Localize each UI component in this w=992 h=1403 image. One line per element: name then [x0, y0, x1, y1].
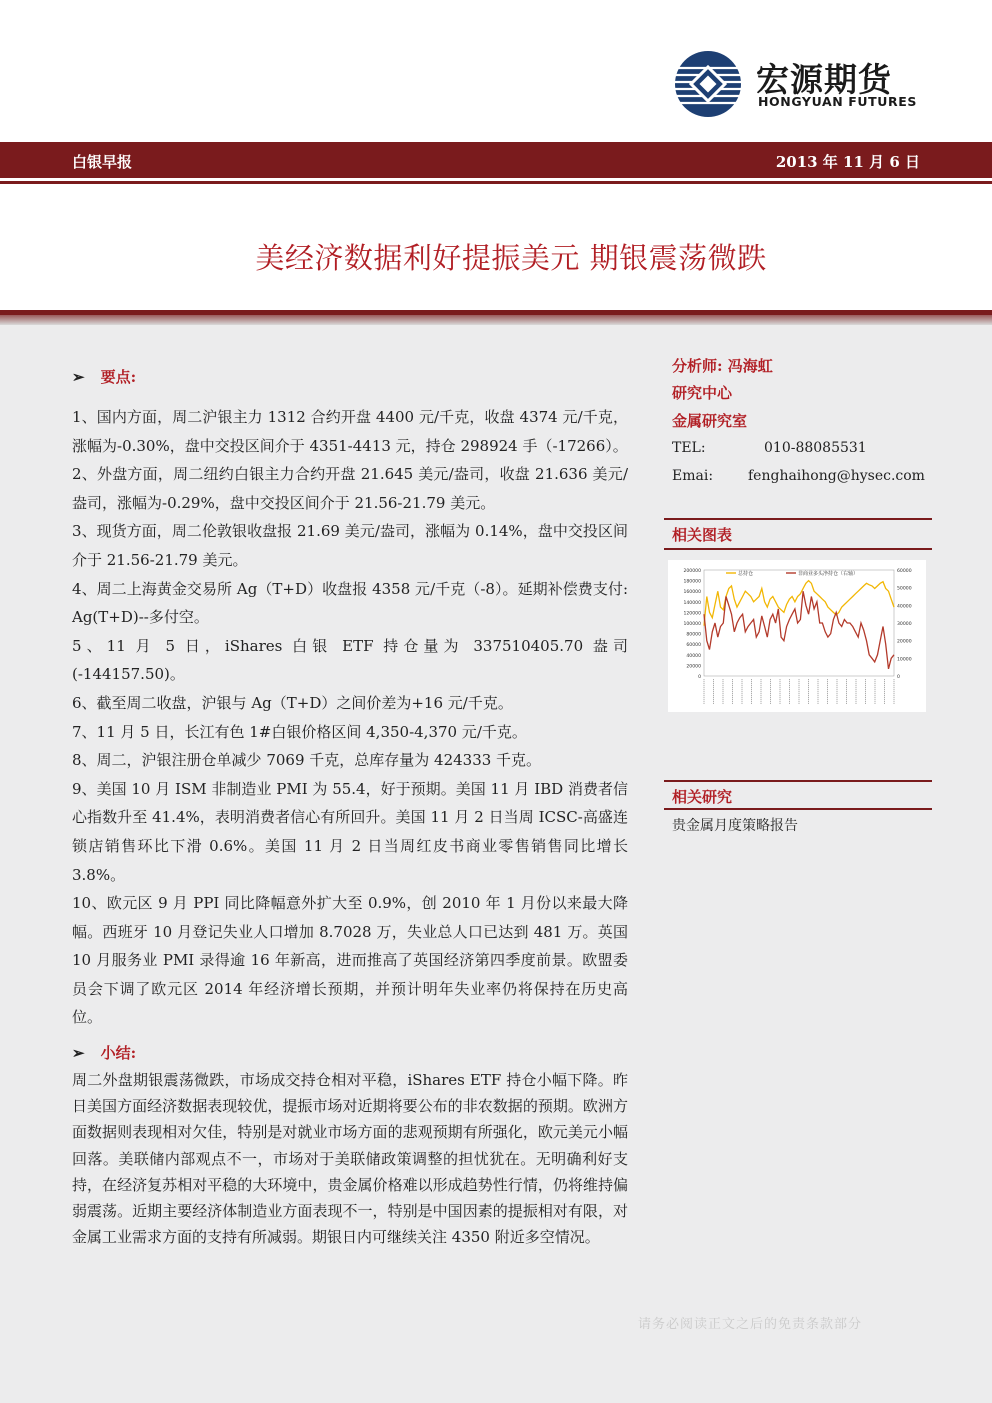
y-right-tick-label: 20000	[897, 639, 912, 645]
y-left-tick-label: 80000	[686, 632, 701, 638]
related-research-item[interactable]: 贵金属月度策略报告	[672, 818, 798, 834]
y-right-tick-label: 40000	[897, 604, 912, 610]
legend-label-total: 总持仓	[738, 571, 754, 577]
y-left-tick-label: 140000	[683, 600, 701, 606]
report-header-bar	[0, 142, 992, 178]
y-right-tick-label: 60000	[897, 569, 912, 574]
report-date: 2013 年 11 月 6 日	[775, 153, 920, 171]
hongyuan-logo	[672, 48, 922, 122]
y-right-tick-label: 50000	[897, 586, 912, 592]
report-type-label: 白银早报	[72, 153, 133, 171]
key-point: 4、周二上海黄金交易所 Ag（T+D）收盘报 4358 元/千克（-8）。延期补偿费支付: Ag(T+D)--多付空。	[72, 579, 628, 627]
key-points-label: 要点:	[100, 368, 137, 386]
hongyuan-emblem-icon	[672, 48, 744, 120]
key-point: 7、11 月 5 日，长江有色 1#白银价格区间 4,350-4,370 元/千克。	[72, 722, 527, 741]
logo-en-text: HONGYUAN FUTURES	[758, 94, 917, 109]
key-point: 6、截至周二收盘，沪银与 Ag（T+D）之间价差为+16 元/千克。	[72, 693, 513, 712]
summary-label: 小结:	[100, 1044, 137, 1062]
header-rule	[0, 181, 992, 184]
report-title: 美经济数据利好提振美元 期银震荡微跌	[255, 241, 767, 275]
related-charts-rule	[664, 518, 932, 520]
y-right-tick-label: 10000	[897, 657, 912, 663]
y-right-tick-label: 0	[897, 675, 900, 680]
key-point: 5、11 月 5 日，iShares 白银 ETF 持仓量为 337510405.70 盎司(-144157.50)。	[72, 636, 628, 684]
y-left-tick-label: 60000	[686, 643, 701, 649]
related-research-rule	[664, 780, 932, 782]
y-left-tick-label: 40000	[686, 653, 701, 659]
key-point: 1、国内方面，周二沪银主力 1312 合约开盘 4400 元/千克，收盘 4374 元/千克，涨幅为-0.30%，盘中交投区间介于 4351-4413 元，持仓 298924 手（-17266）。	[72, 408, 628, 455]
legend-label-net: 非商业多头净持仓（右轴）	[798, 571, 859, 577]
key-points-list	[72, 403, 628, 1032]
holdings-chart-svg	[668, 560, 926, 712]
email-label: Emai:	[672, 468, 714, 484]
arrow-bullet-icon: ➢	[72, 368, 85, 386]
key-point: 2、外盘方面，周二纽约白银主力合约开盘 21.645 美元/盎司，收盘 21.636 美元/盎司，涨幅为-0.29%，盘中交投区间介于 21.56-21.79 美元。	[72, 465, 628, 512]
arrow-bullet-icon: ➢	[72, 1044, 85, 1062]
disclaimer-text: 请务必阅读正文之后的免责条款部分	[638, 1317, 863, 1332]
related-charts-label: 相关图表	[672, 526, 733, 544]
y-left-tick-label: 180000	[683, 579, 701, 585]
summary-text: 周二外盘期银震荡微跌，市场成交持仓相对平稳，iShares ETF 持仓小幅下降。昨日美国方面经济数据表现较优，提振市场对近期将要公布的非农数据的预期。欧洲方面数据则表现相对欠佳，特别是对就业市场方面的悲观预期有所强化，欧元美元小幅回落。美联储内部观点不一，市场对于美联储政策调整的担忧犹在。无明确利好支持，在经济复苏相对平稳的大环境中，贵金属价格难以形成趋势性行情，仍将维持偏弱震荡。近期主要经济体制造业方面表现不一，特别是中国因素的提振相对有限，对金属工业需求方面的支持有所减弱。期银日内可继续关注 4350 附近多空情况。	[72, 1071, 628, 1247]
related-charts-rule-bottom	[664, 548, 932, 550]
summary-heading	[72, 1042, 136, 1063]
analyst-name: 分析师: 冯海虹	[672, 357, 773, 375]
tel-number: 010-88085531	[764, 440, 867, 456]
y-right-tick-label: 30000	[897, 622, 912, 627]
research-center: 研究中心	[672, 384, 733, 402]
related-research-label: 相关研究	[672, 788, 733, 806]
y-left-tick-label: 100000	[683, 622, 701, 627]
y-left-tick-label: 160000	[683, 590, 701, 596]
key-point: 10、欧元区 9 月 PPI 同比降幅意外扩大至 0.9%，创 2010 年 1 月份以来最大降幅。西班牙 10 月登记失业人口增加 8.7028 万，失业总人口已达到 481 万。英国 10 月服务业 PMI 录得逾 16 年新高，进而推高了英国经济第四季度前景。欧盟委员会下调了欧元区 2014 年经济增长预期，并预计明年失业率仍将保持在历史高位。	[72, 894, 628, 1027]
logo-cn-text: 宏源期货	[756, 60, 892, 99]
key-point: 9、美国 10 月 ISM 非制造业 PMI 为 55.4，好于预期。美国 11 月 IBD 消费者信心指数升至 41.4%，表明消费者信心有所回升。美国 11 月 2 日当周 ICSC-高盛连锁店销售环比下滑 0.6%。美国 11 月 2 日当周红皮书商业零售销售同比增长 3.8%。	[72, 779, 628, 884]
metals-research-room: 金属研究室	[672, 412, 748, 430]
email-address[interactable]: fenghaihong@hysec.com	[748, 468, 925, 484]
holdings-chart	[668, 560, 926, 712]
key-point: 3、现货方面，周二伦敦银收盘报 21.69 美元/盎司，涨幅为 0.14%，盘中交投区间介于 21.56-21.79 美元。	[72, 522, 628, 569]
related-research-rule-bottom	[664, 808, 932, 810]
y-left-tick-label: 120000	[683, 611, 701, 617]
y-left-tick-label: 200000	[683, 569, 701, 574]
key-point: 8、周二，沪银注册仓单减少 7069 千克，总库存量为 424333 千克。	[72, 751, 542, 770]
y-left-tick-label: 0	[698, 675, 701, 680]
series-line	[704, 591, 894, 669]
tel-label: TEL:	[672, 440, 706, 456]
title-band-shadow	[0, 315, 992, 325]
y-left-tick-label: 20000	[686, 664, 701, 670]
key-points-heading	[72, 366, 136, 387]
